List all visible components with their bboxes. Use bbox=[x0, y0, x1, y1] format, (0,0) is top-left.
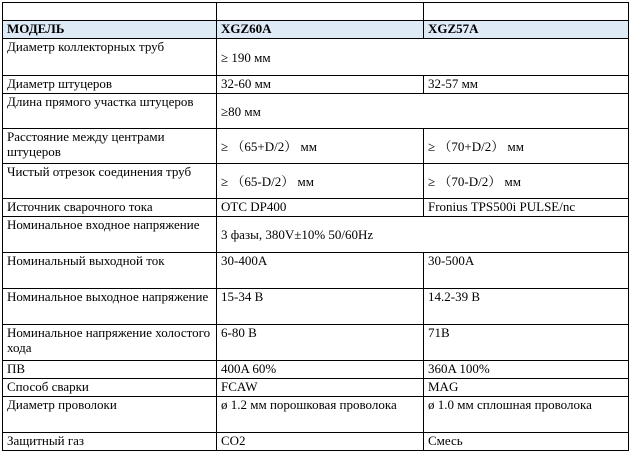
param-duty-cycle: ПВ bbox=[3, 361, 217, 379]
value-a-power-source: OTC DP400 bbox=[217, 199, 424, 217]
value-a-wire-diameter: ø 1.2 мм порошковая проволока bbox=[217, 397, 424, 433]
value-a-welding-method: FCAW bbox=[217, 379, 424, 397]
param-wire-diameter: Диаметр проволоки bbox=[3, 397, 217, 433]
value-a-output-voltage: 15-34 В bbox=[217, 289, 424, 325]
value-straight-length: ≥80 мм bbox=[217, 94, 629, 129]
param-clean-segment: Чистый отрезок соединения труб bbox=[3, 164, 217, 199]
table-row bbox=[3, 379, 629, 397]
table-row bbox=[3, 289, 629, 325]
value-a-idle-voltage: 6-80 В bbox=[217, 325, 424, 361]
param-straight-length: Длина прямого участка штуцеров bbox=[3, 94, 217, 129]
param-collector-diameter: Диаметр коллекторных труб bbox=[3, 39, 217, 76]
value-b-shielding-gas: Смесь bbox=[424, 433, 629, 451]
header-model-label: МОДЕЛЬ bbox=[3, 21, 217, 39]
spec-table bbox=[2, 2, 629, 451]
param-input-voltage: Номинальное входное напряжение bbox=[3, 217, 217, 253]
blank-cell bbox=[217, 3, 424, 21]
table-row bbox=[3, 76, 629, 94]
value-a-shielding-gas: CO2 bbox=[217, 433, 424, 451]
value-collector-diameter: ≥ 190 мм bbox=[217, 39, 629, 76]
table-row bbox=[3, 361, 629, 379]
value-a-clean-segment: ≥ （65-D/2） мм bbox=[217, 164, 424, 199]
value-b-wire-diameter: ø 1.0 мм сплошная проволока bbox=[424, 397, 629, 433]
value-b-welding-method: MAG bbox=[424, 379, 629, 397]
table-row bbox=[3, 397, 629, 433]
value-b-duty-cycle: 360A 100% bbox=[424, 361, 629, 379]
param-shielding-gas: Защитный газ bbox=[3, 433, 217, 451]
blank-cell bbox=[3, 3, 217, 21]
table-row bbox=[3, 129, 629, 164]
value-b-center-distance: ≥ （70+D/2） мм bbox=[424, 129, 629, 164]
value-b-fitting-diameter: 32-57 мм bbox=[424, 76, 629, 94]
param-power-source: Источник сварочного тока bbox=[3, 199, 217, 217]
table-row bbox=[3, 433, 629, 451]
value-b-clean-segment: ≥ （70-D/2） мм bbox=[424, 164, 629, 199]
table-row bbox=[3, 199, 629, 217]
table-row bbox=[3, 217, 629, 253]
param-idle-voltage: Номинальное напряжение холостого хода bbox=[3, 325, 217, 361]
value-b-power-source: Fronius TPS500i PULSE/nc bbox=[424, 199, 629, 217]
value-b-idle-voltage: 71В bbox=[424, 325, 629, 361]
value-b-output-current: 30-500A bbox=[424, 253, 629, 289]
value-a-fitting-diameter: 32-60 мм bbox=[217, 76, 424, 94]
param-center-distance: Расстояние между центрами штуцеров bbox=[3, 129, 217, 164]
value-a-output-current: 30-400A bbox=[217, 253, 424, 289]
value-a-duty-cycle: 400A 60% bbox=[217, 361, 424, 379]
value-input-voltage: 3 фазы, 380V±10% 50/60Hz bbox=[217, 217, 629, 253]
table-row bbox=[3, 94, 629, 129]
param-output-current: Номинальный выходной ток bbox=[3, 253, 217, 289]
blank-row bbox=[3, 3, 629, 21]
header-xgz57a: XGZ57A bbox=[424, 21, 629, 39]
header-xgz60a: XGZ60A bbox=[217, 21, 424, 39]
table-row bbox=[3, 164, 629, 199]
table-row bbox=[3, 325, 629, 361]
table-row bbox=[3, 253, 629, 289]
table-row bbox=[3, 39, 629, 76]
value-a-center-distance: ≥ （65+D/2） мм bbox=[217, 129, 424, 164]
header-row bbox=[3, 21, 629, 39]
param-welding-method: Способ сварки bbox=[3, 379, 217, 397]
value-b-output-voltage: 14.2-39 В bbox=[424, 289, 629, 325]
blank-cell bbox=[424, 3, 629, 21]
param-fitting-diameter: Диаметр штуцеров bbox=[3, 76, 217, 94]
param-output-voltage: Номинальное выходное напряжение bbox=[3, 289, 217, 325]
